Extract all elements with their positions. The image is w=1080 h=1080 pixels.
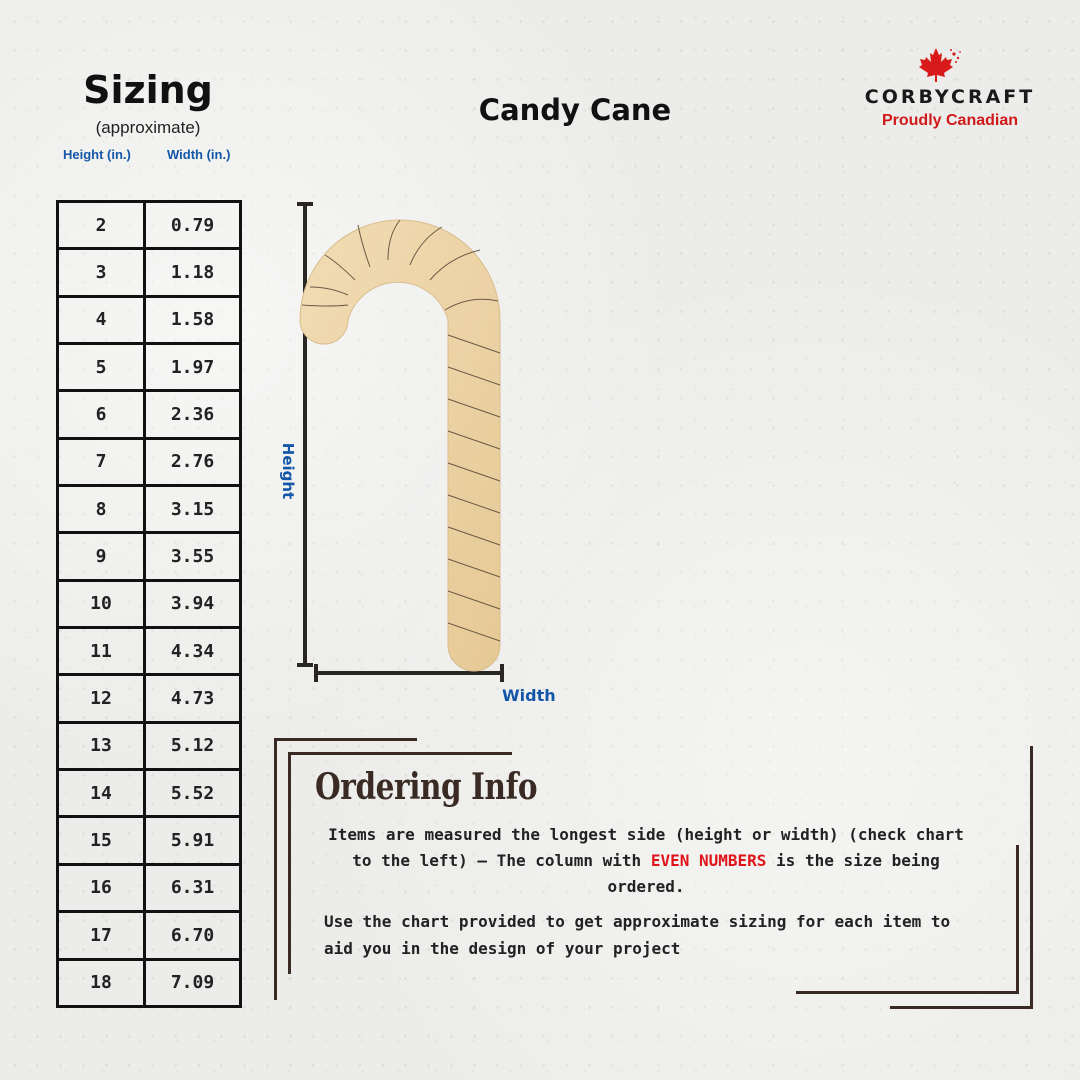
width-cell: 4.73 — [145, 675, 241, 722]
width-cell: 0.79 — [145, 202, 241, 249]
height-cell: 13 — [58, 722, 145, 769]
height-cell: 14 — [58, 770, 145, 817]
table-row — [58, 202, 241, 249]
ordering-info-paragraph-2: Use the chart provided to get approximate sizing for each item to aid you in the design of your project — [324, 912, 951, 958]
sizing-table — [56, 200, 242, 1008]
width-column-header: Width (in.) — [167, 147, 231, 162]
width-cell: 1.97 — [145, 344, 241, 391]
product-title: Candy Cane — [478, 93, 672, 127]
table-row — [58, 959, 241, 1007]
height-label: Height — [279, 442, 297, 500]
height-column-header: Height (in.) — [63, 147, 131, 162]
width-cell: 6.70 — [145, 912, 241, 959]
width-cell: 5.91 — [145, 817, 241, 864]
table-row — [58, 344, 241, 391]
frame-line-bottom-inner — [796, 991, 1019, 994]
width-cell: 2.36 — [145, 391, 241, 438]
frame-line-right-inner — [1016, 845, 1019, 993]
table-row — [58, 249, 241, 296]
brand-tagline: Proudly Canadian — [881, 112, 1019, 129]
width-cell: 5.52 — [145, 770, 241, 817]
width-cell: 3.15 — [145, 486, 241, 533]
width-cell: 1.18 — [145, 249, 241, 296]
ordering-text-before: Items are measured the longest side (height or width) (check chart to the left) – The column with — [328, 825, 964, 870]
candy-cane-diagram — [270, 195, 600, 715]
table-row — [58, 391, 241, 438]
maple-leaf-icon — [916, 46, 964, 86]
height-cell: 5 — [58, 344, 145, 391]
height-cell: 9 — [58, 533, 145, 580]
height-cell: 2 — [58, 202, 145, 249]
ordering-text-after: is the size being ordered. — [607, 851, 940, 896]
width-cell: 3.94 — [145, 580, 241, 627]
width-cell: 6.31 — [145, 864, 241, 911]
height-cell: 16 — [58, 864, 145, 911]
height-cell: 12 — [58, 675, 145, 722]
height-cell: 15 — [58, 817, 145, 864]
frame-line-left-outer — [274, 738, 277, 1000]
width-cell: 3.55 — [145, 533, 241, 580]
width-cell: 5.12 — [145, 722, 241, 769]
width-label: Width — [502, 686, 556, 705]
frame-line-right-outer — [1030, 746, 1033, 1009]
candy-cane-shape — [300, 220, 500, 671]
table-row — [58, 722, 241, 769]
table-row — [58, 533, 241, 580]
ordering-info-title: Ordering Info — [315, 766, 538, 808]
height-cell: 7 — [58, 438, 145, 485]
ordering-info-paragraph-1 — [322, 822, 970, 900]
frame-line-top-outer — [274, 738, 417, 741]
height-cell: 18 — [58, 959, 145, 1007]
height-cell: 10 — [58, 580, 145, 627]
table-row — [58, 628, 241, 675]
sizing-title: Sizing — [83, 68, 213, 112]
width-cell: 4.34 — [145, 628, 241, 675]
height-cell: 8 — [58, 486, 145, 533]
table-row — [58, 817, 241, 864]
width-cell: 7.09 — [145, 959, 241, 1007]
table-row — [58, 580, 241, 627]
height-cell: 6 — [58, 391, 145, 438]
sizing-subtitle: (approximate) — [95, 118, 201, 137]
frame-line-top-inner — [288, 752, 512, 755]
height-cell: 11 — [58, 628, 145, 675]
frame-line-bottom-outer — [890, 1006, 1033, 1009]
width-cell: 1.58 — [145, 296, 241, 343]
width-cell: 2.76 — [145, 438, 241, 485]
table-row — [58, 438, 241, 485]
height-cell: 17 — [58, 912, 145, 959]
table-row — [58, 864, 241, 911]
frame-line-left-inner — [288, 752, 291, 974]
table-row — [58, 675, 241, 722]
even-numbers-emphasis: EVEN NUMBERS — [650, 851, 767, 870]
height-cell: 4 — [58, 296, 145, 343]
height-cell: 3 — [58, 249, 145, 296]
table-row — [58, 296, 241, 343]
height-dimension-line — [297, 204, 313, 665]
brand-name: CORBYCRAFT — [864, 86, 1036, 108]
table-row — [58, 912, 241, 959]
table-row — [58, 486, 241, 533]
table-row — [58, 770, 241, 817]
